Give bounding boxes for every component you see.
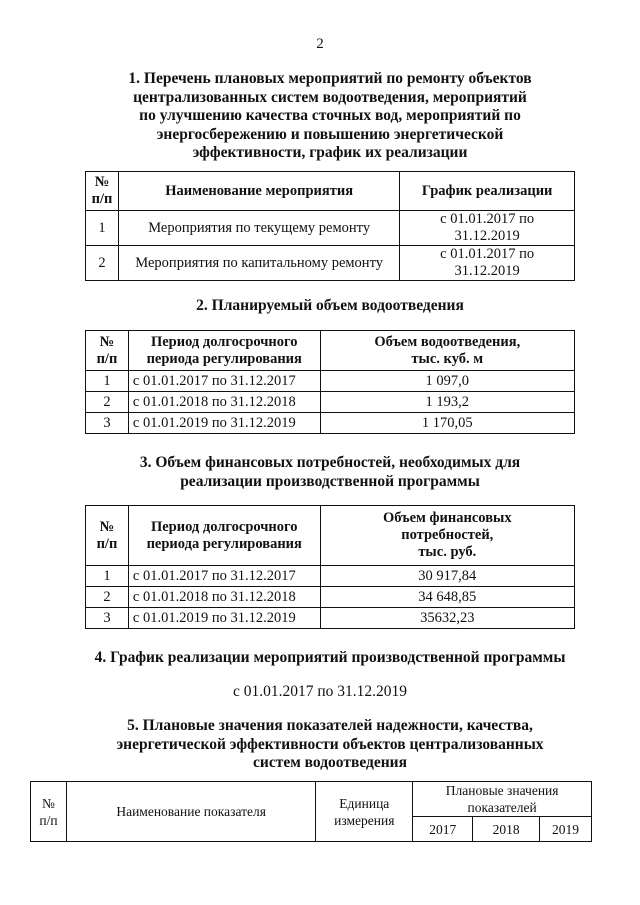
header-period	[128, 506, 320, 566]
row-activity-name: Мероприятия по капитальному ремонту	[118, 246, 399, 281]
row-finance: 35632,23	[320, 608, 574, 629]
row-period: с 01.01.2018 по 31.12.2018	[128, 392, 320, 413]
section-5-title-line: 5. Плановые значения показателей надежности, качества,	[127, 717, 533, 734]
table-header-row	[86, 172, 575, 211]
section-1-title-line: энергосбережению и повышению энергетической	[156, 125, 504, 143]
table-row	[86, 211, 575, 246]
section-2-title	[80, 297, 580, 316]
header-finance-line: потребностей,	[401, 527, 494, 543]
row-num: 2	[86, 246, 119, 281]
finance-table	[85, 505, 575, 629]
table-row	[86, 246, 575, 281]
section-4-title	[60, 649, 600, 668]
table-row	[86, 371, 575, 392]
table-header-row	[86, 331, 575, 371]
section-1-title-line: по улучшению качества сточных вод, мероприятий по	[139, 107, 521, 124]
header-num-line: п/п	[96, 350, 118, 367]
header-num	[86, 331, 129, 371]
section-5-title-line: систем водоотведения	[253, 754, 407, 771]
header-period-line: Период долгосрочного	[150, 518, 298, 535]
table-header-row	[31, 782, 592, 817]
header-period	[128, 331, 320, 371]
activities-table	[85, 171, 575, 281]
header-num-line: п/п	[91, 191, 113, 207]
header-year-2019: 2019	[540, 817, 592, 842]
section-5-title	[80, 717, 580, 773]
indicators-table	[30, 781, 592, 842]
header-unit	[316, 782, 413, 842]
header-finance-line: Объем финансовых	[382, 510, 512, 526]
header-year-2017: 2017	[413, 817, 473, 842]
row-num: 1	[86, 566, 129, 587]
schedule-line: 31.12.2019	[454, 228, 520, 244]
row-num: 1	[86, 371, 129, 392]
section-1-title-line: эффективности, график их реализации	[192, 144, 468, 161]
page-number: 2	[316, 36, 324, 52]
header-num-line: №	[94, 174, 110, 190]
section-2-title-line: 2. Планируемый объем водоотведения	[196, 297, 464, 314]
header-volume	[320, 331, 574, 371]
table-header-row	[86, 506, 575, 566]
header-period-line: Период долгосрочного	[150, 333, 298, 350]
section-5-title-line: энергетической эффективности объектов централизованных	[116, 735, 544, 753]
header-num-line: №	[99, 518, 115, 535]
header-num-line: №	[42, 795, 55, 811]
row-period: с 01.01.2017 по 31.12.2017	[128, 371, 320, 392]
table-row	[86, 608, 575, 629]
header-unit-line: измерения	[334, 812, 395, 828]
row-schedule	[400, 211, 575, 246]
row-finance: 30 917,84	[320, 566, 574, 587]
row-finance: 34 648,85	[320, 587, 574, 608]
header-unit-line: Единица	[339, 795, 390, 811]
schedule-line: 31.12.2019	[454, 263, 520, 279]
header-num	[86, 506, 129, 566]
section-3-title-line: 3. Объем финансовых потребностей, необходимых для	[139, 454, 521, 471]
row-period: с 01.01.2017 по 31.12.2017	[128, 566, 320, 587]
section-3-title-line: реализации производственной программы	[180, 472, 480, 490]
header-year-2018: 2018	[473, 817, 540, 842]
row-num: 3	[86, 413, 129, 434]
section-4-period: с 01.01.2017 по 31.12.2019	[232, 683, 408, 700]
header-period-line: периода регулирования	[146, 535, 302, 552]
header-num-line: п/п	[39, 812, 58, 828]
header-volume-line: Объем водоотведения,	[374, 333, 521, 350]
table-row	[86, 566, 575, 587]
row-num: 2	[86, 392, 129, 413]
header-num	[31, 782, 67, 842]
header-planned-values: Плановые значения показателей	[413, 782, 592, 817]
row-schedule	[400, 246, 575, 281]
row-volume: 1 097,0	[320, 371, 574, 392]
schedule-line: с 01.01.2017 по	[440, 211, 535, 227]
row-num: 3	[86, 608, 129, 629]
header-volume-line: тыс. куб. м	[411, 350, 484, 367]
section-3-title	[80, 454, 580, 491]
section-1-title	[80, 70, 580, 163]
table-row	[86, 392, 575, 413]
row-volume: 1 170,05	[320, 413, 574, 434]
row-period: с 01.01.2018 по 31.12.2018	[128, 587, 320, 608]
header-indicator-name: Наименование показателя	[66, 782, 315, 842]
row-num: 2	[86, 587, 129, 608]
row-num: 1	[86, 211, 119, 246]
row-volume: 1 193,2	[320, 392, 574, 413]
header-activity-name: Наименование мероприятия	[118, 172, 399, 211]
header-schedule: График реализации	[400, 172, 575, 211]
volume-table	[85, 330, 575, 434]
table-row	[86, 587, 575, 608]
row-activity-name: Мероприятия по текущему ремонту	[118, 211, 399, 246]
section-4-title-line: 4. График реализации мероприятий производственной программы	[94, 649, 566, 666]
header-period-line: периода регулирования	[146, 350, 302, 367]
table-row	[86, 413, 575, 434]
header-num-line: п/п	[96, 535, 118, 552]
section-1-title-line: 1. Перечень плановых мероприятий по ремонту объектов	[128, 70, 532, 87]
row-period: с 01.01.2019 по 31.12.2019	[128, 413, 320, 434]
header-num	[86, 172, 119, 211]
schedule-line: с 01.01.2017 по	[440, 246, 535, 262]
header-finance	[320, 506, 574, 566]
section-1-title-line: централизованных систем водоотведения, мероприятий	[133, 88, 527, 106]
header-finance-line: тыс. руб.	[418, 544, 477, 560]
row-period: с 01.01.2019 по 31.12.2019	[128, 608, 320, 629]
header-num-line: №	[99, 333, 115, 350]
